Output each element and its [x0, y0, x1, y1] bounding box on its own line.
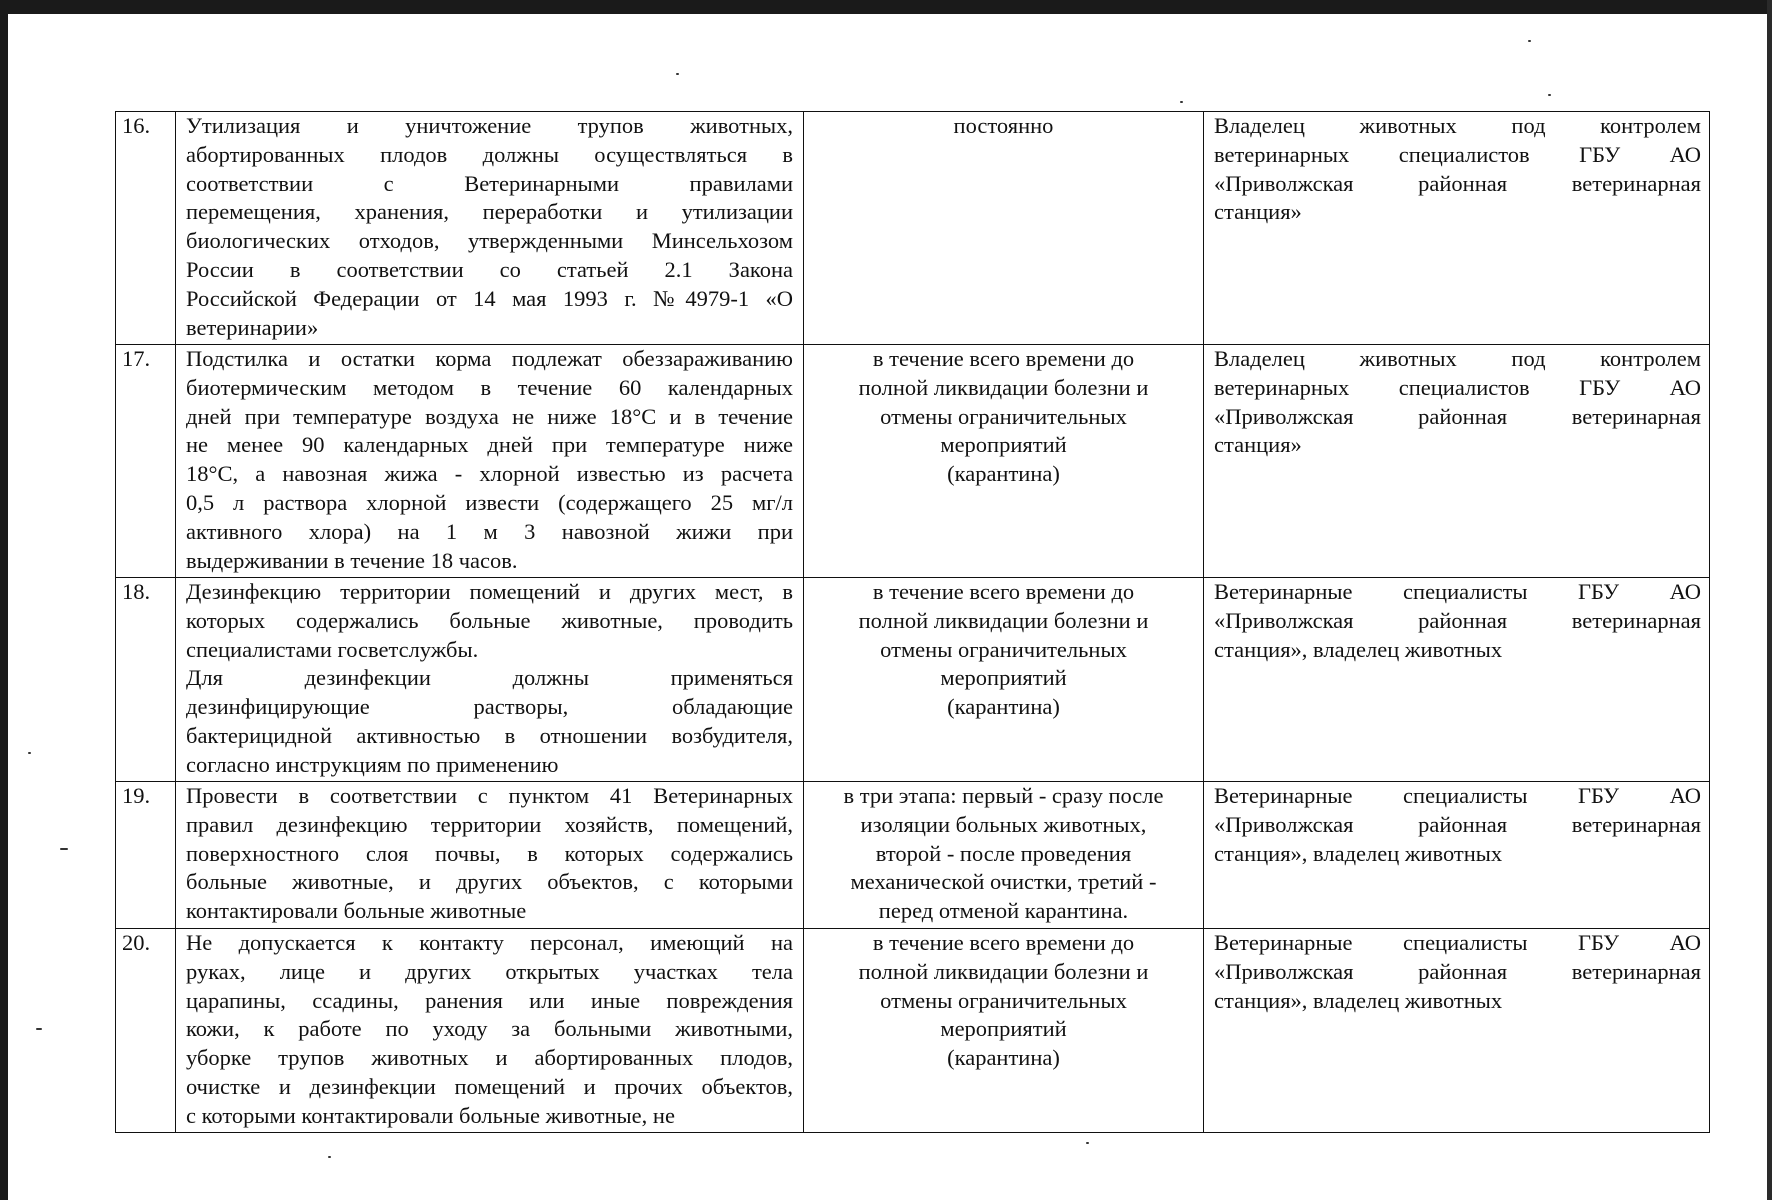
term-line: отмены ограничительных: [880, 987, 1127, 1013]
measure-term: [804, 929, 1204, 1133]
description-line: дней при температуре воздуха не ниже 18°С и в течение: [186, 403, 793, 429]
table-row: [116, 929, 1710, 1133]
scan-speck: [676, 73, 679, 75]
responsible-line: Владелец животных под контролем: [1214, 113, 1701, 138]
responsible-line: «Приволжская районная ветеринарная: [1214, 403, 1701, 429]
responsible-line: станция», владелец животных: [1214, 987, 1503, 1013]
measure-description: [176, 929, 804, 1133]
term-line: в течение всего времени до: [872, 930, 1135, 955]
term-line: отмены ограничительных: [880, 403, 1127, 429]
responsible-line: Владелец животных под контролем: [1214, 346, 1701, 371]
term-line: полной ликвидации болезни и: [858, 374, 1149, 400]
description-line: Не допускается к контакту персонал, имеющий на: [186, 930, 793, 955]
term-line: (карантина): [947, 694, 1060, 720]
description-line: России в соответствии со статьей 2.1 Закона: [186, 256, 793, 282]
table-row: [116, 782, 1710, 929]
scan-speck: [1528, 40, 1531, 42]
responsible-line: Ветеринарные специалисты ГБУ АО: [1214, 579, 1701, 604]
description-line: соответствии с Ветеринарными правилами: [186, 170, 793, 196]
description-line: не менее 90 календарных дней при температуре ниже: [186, 432, 793, 458]
measure-description: [176, 112, 804, 345]
description-line: бактерицидной активностью в отношении возбудителя,: [186, 722, 793, 748]
description-line: абортированных плодов должны осуществляться в: [186, 141, 793, 167]
description-line: очистке и дезинфекции помещений и прочих объектов,: [186, 1073, 793, 1099]
term-line: второй - после проведения: [875, 840, 1132, 866]
responsible-line: «Приволжская районная ветеринарная: [1214, 170, 1701, 196]
scan-speck: [28, 752, 31, 754]
responsible-line: Ветеринарные специалисты ГБУ АО: [1214, 783, 1701, 808]
responsible-line: станция», владелец животных: [1214, 636, 1503, 662]
table-row: [116, 578, 1710, 782]
description-line: Подстилка и остатки корма подлежат обеззараживанию: [186, 346, 793, 371]
scan-edge-left: [0, 0, 8, 1200]
description-line: ветеринарии»: [186, 314, 319, 340]
description-line: биологических отходов, утвержденными Минсельхозом: [186, 228, 793, 254]
description-line: 18°С, а навозная жижа - хлорной известью из расчета: [186, 461, 793, 487]
measure-term: [804, 578, 1204, 782]
item-number: 18.: [116, 578, 176, 782]
description-line: перемещения, хранения, переработки и утилизации: [186, 199, 793, 225]
description-line: Российской Федерации от 14 мая 1993 г. №4979-1 «О: [186, 285, 793, 311]
description-line: биотермическим методом в течение 60 календарных: [186, 374, 793, 400]
description-line: кожи, к работе по уходу за больными животными,: [186, 1016, 793, 1042]
description-line: Дезинфекцию территории помещений и других мест, в: [186, 579, 793, 604]
term-line: изоляции больных животных,: [860, 811, 1147, 837]
description-line: активного хлора) на 1 м 3 навозной жижи при: [186, 518, 793, 544]
term-line: мероприятий: [940, 1016, 1067, 1042]
term-line: (карантина): [947, 1045, 1060, 1071]
description-line: больные животные, и других объектов, с которыми: [186, 869, 793, 895]
scan-edge-top: [0, 0, 1772, 14]
description-line: дезинфицирующие растворы, обладающие: [186, 694, 793, 720]
responsible-line: ветеринарных специалистов ГБУ АО: [1214, 141, 1701, 167]
scan-speck: [328, 1156, 331, 1158]
term-line: в течение всего времени до: [872, 346, 1135, 371]
term-line: полной ликвидации болезни и: [858, 607, 1149, 633]
description-line: уборке трупов животных и абортированных плодов,: [186, 1045, 793, 1071]
responsible-line: Ветеринарные специалисты ГБУ АО: [1214, 930, 1701, 955]
description-line: поверхностного слоя почвы, в которых содержались: [186, 840, 793, 866]
measure-responsible: [1204, 782, 1710, 929]
description-line: правил дезинфекцию территории хозяйств, помещений,: [186, 811, 793, 837]
item-number: 17.: [116, 345, 176, 578]
term-line: мероприятий: [940, 432, 1067, 458]
responsible-line: «Приволжская районная ветеринарная: [1214, 607, 1701, 633]
table-row: [116, 345, 1710, 578]
measures-table: [115, 111, 1710, 1133]
measure-term: [804, 345, 1204, 578]
table-row: [116, 112, 1710, 345]
measure-term: [804, 112, 1204, 345]
measure-term: [804, 782, 1204, 929]
description-line: руках, лице и других открытых участках тела: [186, 958, 793, 984]
item-number: 19.: [116, 782, 176, 929]
responsible-line: станция»: [1214, 199, 1302, 225]
description-line: с которыми контактировали больные животные, не: [186, 1102, 675, 1128]
measure-description: [176, 578, 804, 782]
measure-description: [176, 782, 804, 929]
description-line: контактировали больные животные: [186, 898, 527, 924]
description-line: 0,5 л раствора хлорной извести (содержащего 25 мг/л: [186, 489, 793, 515]
scan-edge-right: [1767, 0, 1772, 1200]
description-line: Для дезинфекции должны применяться: [186, 665, 793, 691]
measures-table-body: [116, 112, 1710, 1133]
term-line: в три этапа: первый - сразу после: [843, 783, 1164, 808]
description-line: согласно инструкциям по применению: [186, 751, 559, 777]
item-number: 16.: [116, 112, 176, 345]
term-line: мероприятий: [940, 665, 1067, 691]
term-line: в течение всего времени до: [872, 579, 1135, 604]
term-line: полной ликвидации болезни и: [858, 958, 1149, 984]
responsible-line: станция»: [1214, 432, 1302, 458]
responsible-line: станция», владелец животных: [1214, 840, 1503, 866]
measure-responsible: [1204, 929, 1710, 1133]
responsible-line: «Приволжская районная ветеринарная: [1214, 958, 1701, 984]
measure-responsible: [1204, 345, 1710, 578]
measure-description: [176, 345, 804, 578]
description-line: которых содержались больные животные, проводить: [186, 607, 793, 633]
scan-speck: [1086, 1142, 1089, 1144]
description-line: царапины, ссадины, ранения или иные повреждения: [186, 987, 793, 1013]
scan-speck: [1548, 94, 1551, 96]
term-line: механической очистки, третий -: [850, 869, 1157, 895]
scan-speck: [36, 1028, 42, 1030]
description-line: специалистами госветслужбы.: [186, 636, 479, 662]
scan-speck: [1180, 101, 1183, 103]
responsible-line: ветеринарных специалистов ГБУ АО: [1214, 374, 1701, 400]
term-line: перед отменой карантина.: [878, 898, 1129, 924]
term-line: (карантина): [947, 461, 1060, 487]
scan-speck: [60, 848, 68, 850]
item-number: 20.: [116, 929, 176, 1133]
description-line: выдерживании в течение 18 часов.: [186, 547, 518, 573]
measure-responsible: [1204, 578, 1710, 782]
measure-responsible: [1204, 112, 1710, 345]
description-line: Провести в соответствии с пунктом 41 Ветеринарных: [186, 783, 793, 808]
term-line: отмены ограничительных: [880, 636, 1127, 662]
responsible-line: «Приволжская районная ветеринарная: [1214, 811, 1701, 837]
term-line: постоянно: [953, 113, 1054, 138]
description-line: Утилизация и уничтожение трупов животных,: [186, 113, 793, 138]
